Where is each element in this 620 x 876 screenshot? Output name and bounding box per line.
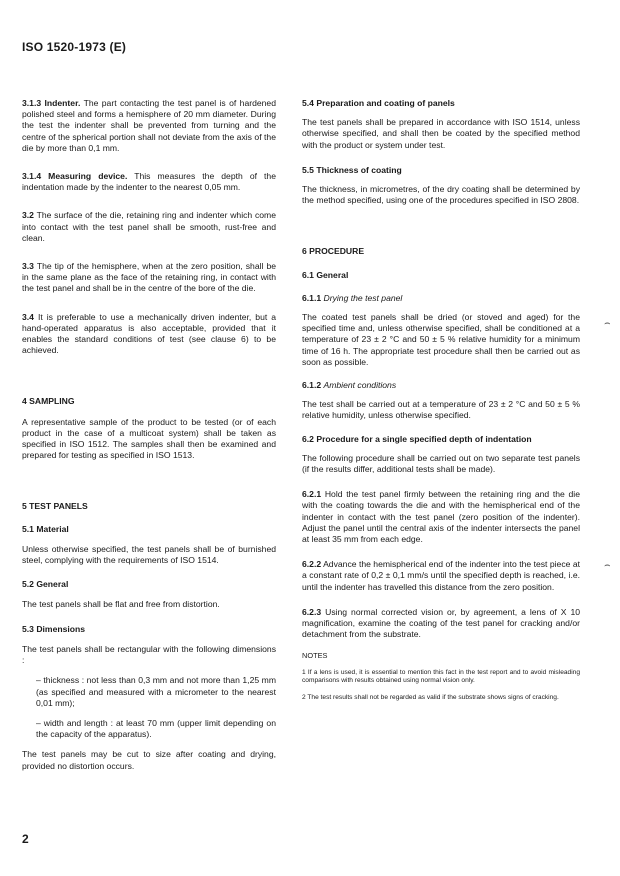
document-header: ISO 1520-1973 (E): [22, 40, 127, 54]
clause-3-2: 3.2 The surface of the die, retaining ring and indenter which come into contact with the test panel shall be smooth, rust-free and clean.: [22, 210, 276, 243]
section-6-1-2-heading: 6.1.2 Ambient conditions: [302, 380, 397, 391]
margin-mark: ⌢: [604, 560, 611, 571]
section-6-1-heading: 6.1 General: [302, 269, 349, 280]
clause-3-3: 3.3 The tip of the hemisphere, when at the zero position, shall be in the same plane as the face of the retaining ring, in contact with the test panel and shall be in the centre of the bore of the die.: [22, 261, 277, 294]
section-5-3-heading: 5.3 Dimensions: [22, 623, 86, 634]
margin-mark: ⌢: [604, 318, 611, 329]
section-5-4-heading: 5.4 Preparation and coating of panels: [302, 98, 455, 108]
right-column: [302, 98, 580, 702]
dimension-item-thickness: – thickness : not less than 0,3 mm and not more than 1,25 mm (as specified and measured with a micrometer to the nearest 0,01 mm);: [36, 675, 276, 708]
section-5-5-heading: 5.5 Thickness of coating: [302, 164, 402, 175]
section-6-1-1-text: The coated test panels shall be dried (or stoved and aged) for the specified time and, unless otherwise specified, shall be conditioned at a temperature of 23 ± 2 °C and 50 ± 5 % relative humidity for a minimum time of 16 h. The appropriate test procedure shall then be carried out as soon as possible.: [302, 312, 580, 367]
section-5-3-text: The test panels shall be rectangular with the following dimensions :: [22, 643, 276, 666]
clause-6-2-3: 6.2.3 Using normal corrected vision or, by agreement, a lens of X 10 magnification, examine the coating of the test panel for cracking and/or detachment from the substrate.: [302, 606, 580, 640]
section-6-heading: 6 PROCEDURE: [302, 246, 365, 257]
section-6-1-1-heading: 6.1.1 Drying the test panel: [302, 292, 403, 303]
clause-3-1-3: 3.1.3 Indenter. The part contacting the test panel is of hardened polished steel and forms a hemisphere of 20 mm diameter. During the test the indenter shall be prevented from turning and the centre of the spherical portion shall not deviate from the axis of the die by more than 0,1 mm.: [22, 98, 276, 153]
clause-3-4: 3.4 It is preferable to use a mechanically driven indenter, but a hand-operated apparatus is also acceptable, provided that it enables the standard conditions of test (see clause 6) to be achieved.: [22, 311, 276, 356]
note-2: 2 The test results shall not be regarded as valid if the substrate shows signs of cracking.: [302, 693, 559, 701]
section-5-1-heading: 5.1 Material: [22, 523, 69, 534]
clause-6-2-1: 6.2.1 Hold the test panel firmly between the retaining ring and the die with the coating towards the die and with the hemispherical end of the indenter in contact with the test panel (zero position of the indenter). Adjust the panel until the central axis of the indenter intersects the panel at least 35 mm from each edge.: [302, 489, 580, 545]
note-1: 1 If a lens is used, it is essential to mention this fact in the test report and to avoid misleading comparisons with results obtained using normal vision only.: [302, 668, 580, 685]
section-6-2-text: The following procedure shall be carried out on two separate test panels (if the results differ, additional tests shall be made).: [302, 452, 580, 475]
section-4-heading: 4 SAMPLING: [22, 396, 75, 407]
left-column: [22, 98, 276, 772]
section-5-5-text: The thickness, in micrometres, of the dry coating shall be determined by the method specified, using one of the procedures specified in ISO 2808.: [302, 184, 580, 206]
section-5-2-text: The test panels shall be flat and free from distortion.: [22, 599, 220, 610]
section-4-text: A representative sample of the product to be tested (or of each product in the case of a multicoat system) shall be taken as specified in ISO 1512. The samples shall then be examined and prepared for testing as specified in ISO 1513.: [22, 416, 276, 461]
section-5-2-heading: 5.2 General: [22, 579, 69, 590]
section-5-heading: 5 TEST PANELS: [22, 501, 88, 512]
notes-heading: NOTES: [302, 650, 328, 660]
clause-3-1-4: 3.1.4 Measuring device. This measures the depth of the indentation made by the indenter to the nearest 0,05 mm.: [22, 171, 276, 193]
section-5-4-text: The test panels shall be prepared in accordance with ISO 1514, unless otherwise specified, and shall then be coated by the specified method with the product or system under test.: [302, 117, 580, 150]
dimension-item-width-length: – width and length : at least 70 mm (upper limit depending on the capacity of the apparatus).: [36, 717, 276, 740]
section-6-1-2-text: The test shall be carried out at a temperature of 23 ± 2 °C and 50 ± 5 % relative humidity, unless otherwise specified.: [302, 399, 580, 421]
section-5-1-text: Unless otherwise specified, the test panels shall be of burnished steel, complying with the requirements of ISO 1514.: [22, 543, 276, 566]
clause-6-2-2: 6.2.2 Advance the hemispherical end of the indenter into the test piece at a constant rate of 0,2 ± 0,1 mm/s until the specified depth is reached, i.e. until the indenter has travelled this distance from the zero position.: [302, 559, 580, 592]
section-6-2-heading: 6.2 Procedure for a single specified depth of indentation: [302, 433, 532, 444]
page-number: 2: [22, 832, 29, 846]
section-5-3-text-2: The test panels may be cut to size after coating and drying, provided no distortion occurs.: [22, 749, 276, 771]
